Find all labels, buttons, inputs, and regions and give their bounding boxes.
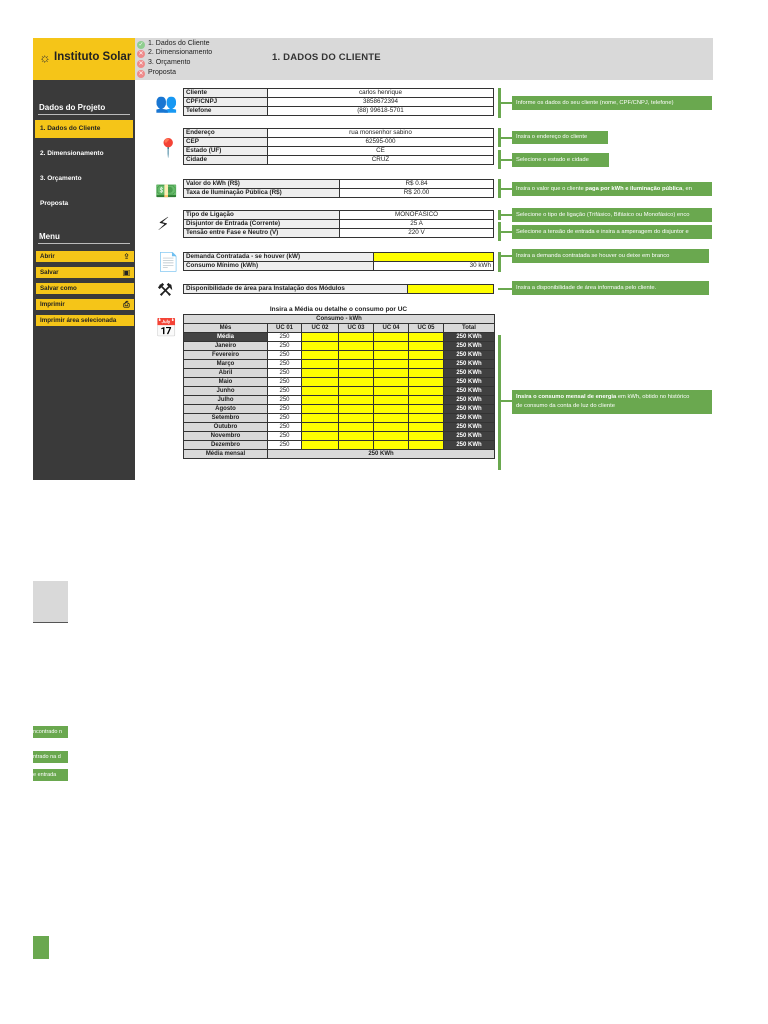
uc04-cell[interactable] [374, 432, 409, 441]
uc02-cell[interactable] [302, 360, 339, 369]
check-icon: ✓ [138, 42, 144, 48]
connection-type-label: Tipo de Ligação [184, 211, 340, 220]
address-field[interactable]: rua monsenhor sabino [268, 129, 494, 138]
uc04-cell[interactable] [374, 342, 409, 351]
hint-consumption: Insira o consumo mensal de energia em kWh, obtido no histórico de consumo da conta de luz do cliente [512, 390, 712, 414]
consumption-header: Consumo - kWh [184, 315, 495, 324]
uc04-cell[interactable] [374, 360, 409, 369]
kwh-price-label: Valor do kWh (R$) [184, 180, 340, 189]
hint-fragment: e entrada [33, 769, 68, 781]
header-bar [135, 38, 713, 80]
col-uc02: UC 02 [302, 324, 339, 333]
city-select[interactable]: CRUZ [268, 156, 494, 165]
uc05-cell[interactable] [409, 369, 444, 378]
voltage-label: Tensão entre Fase e Neutro (V) [184, 229, 340, 238]
uc05-cell[interactable] [409, 333, 444, 342]
save-icon: ▣ [122, 268, 131, 277]
table-row [184, 351, 495, 360]
uc03-cell[interactable] [339, 378, 374, 387]
month-cell: Setembro [184, 414, 268, 423]
uc01-cell[interactable]: 250 [268, 396, 302, 405]
uc05-cell[interactable] [409, 378, 444, 387]
month-cell: Abril [184, 369, 268, 378]
page-title: 1. DADOS DO CLIENTE [272, 52, 381, 63]
nav-orcamento[interactable]: 3. Orçamento [40, 175, 82, 182]
total-cell: 250 KWh [444, 405, 495, 414]
state-label: Estado (UF) [184, 147, 268, 156]
uc03-cell[interactable] [339, 369, 374, 378]
phone-field[interactable]: (88) 99618-5701 [268, 107, 494, 116]
people-icon: 👥 [155, 93, 178, 113]
uc02-cell[interactable] [302, 432, 339, 441]
hint-connection-voltage: Selecione a tensão de entrada e insira a amperagem do disjuntor e [512, 225, 712, 239]
uc03-cell[interactable] [339, 360, 374, 369]
uc04-cell[interactable] [374, 441, 409, 450]
month-cell: Março [184, 360, 268, 369]
area-field[interactable] [408, 285, 494, 294]
min-consumption-field[interactable]: 30 kWh [374, 262, 494, 271]
connection-form [183, 210, 494, 238]
uc05-cell[interactable] [409, 405, 444, 414]
table-row [184, 360, 495, 369]
step-dados-cliente[interactable]: ✓ 1. Dados do Cliente [138, 40, 210, 48]
total-cell: 250 KWh [444, 360, 495, 369]
sidebar [33, 80, 135, 480]
save-as-button[interactable]: Salvar como [36, 283, 134, 295]
client-name-field[interactable]: carlos henrique [268, 89, 494, 98]
bracket [498, 102, 512, 104]
uc02-cell[interactable] [302, 396, 339, 405]
table-row [184, 342, 495, 351]
phone-label: Telefone [184, 107, 268, 116]
demand-form [183, 252, 494, 271]
uc01-cell[interactable]: 250 [268, 387, 302, 396]
uc02-cell[interactable] [302, 405, 339, 414]
uc01-cell[interactable]: 250 [268, 432, 302, 441]
uc02-cell[interactable] [302, 369, 339, 378]
save-button[interactable]: Salvar ▣ [36, 267, 134, 279]
hint-state-city: Selecione o estado e cidade [512, 153, 609, 167]
kwh-price-field[interactable]: R$ 0.84 [340, 180, 494, 189]
consumption-table [183, 314, 495, 459]
uc03-cell[interactable] [339, 351, 374, 360]
hint-demand: Insira a demanda contratada se houver ou deixe em branco [512, 249, 709, 263]
divider [38, 114, 130, 115]
total-cell: 250 KWh [444, 333, 495, 342]
uc02-cell[interactable] [302, 351, 339, 360]
sun-icon: ☼ [39, 50, 51, 65]
uc03-cell[interactable] [339, 423, 374, 432]
connection-type-select[interactable]: MONOFÁSICO [340, 211, 494, 220]
hint-address: Insira o endereço do cliente [512, 131, 608, 144]
print-button[interactable]: Imprimir ⎙ [36, 299, 134, 311]
hint-tariff: Insira o valor que o cliente paga por kWh e iluminação pública, en [512, 182, 712, 196]
uc04-cell[interactable] [374, 423, 409, 432]
printer-icon: ⎙ [123, 300, 130, 309]
table-row [184, 414, 495, 423]
document-icon: 📄 [157, 252, 180, 272]
print-selection-button[interactable]: Imprimir área selecionada [36, 315, 134, 327]
calendar-energy-icon: 📅 [155, 318, 178, 338]
month-cell: Janeiro [184, 342, 268, 351]
total-cell: 250 KWh [444, 387, 495, 396]
uc04-cell[interactable] [374, 378, 409, 387]
hint-fragment: ntrado na d [33, 751, 68, 763]
uc04-cell[interactable] [374, 387, 409, 396]
tariff-form [183, 179, 494, 198]
bracket [498, 288, 512, 290]
month-cell: Junho [184, 387, 268, 396]
uc01-cell[interactable]: 250 [268, 423, 302, 432]
step-proposta[interactable]: ✕ Proposta [138, 69, 177, 77]
money-hand-icon: 💵 [155, 181, 178, 201]
hint-fragment: ncontrado n [33, 726, 68, 738]
hint-area: Insira a disponibilidade de área informada pelo cliente. [512, 281, 709, 295]
consumption-instruction: Insira a Média ou detalhe o consumo por UC [269, 306, 408, 313]
col-total: Total [444, 324, 495, 333]
month-cell: Agosto [184, 405, 268, 414]
hint-connection-type: Selecione o tipo de ligação (Trifásico, Bifásico ou Monofásico) enco [512, 208, 712, 222]
uc04-cell[interactable] [374, 369, 409, 378]
uc03-cell[interactable] [339, 414, 374, 423]
city-label: Cidade [184, 156, 268, 165]
bracket [498, 159, 512, 161]
solar-panel-icon: ⚒ [157, 280, 174, 300]
uc05-cell[interactable] [409, 387, 444, 396]
table-row [184, 369, 495, 378]
total-cell: 250 KWh [444, 414, 495, 423]
uc05-cell[interactable] [409, 423, 444, 432]
green-block [33, 936, 49, 959]
uc05-cell[interactable] [409, 396, 444, 405]
table-row [184, 423, 495, 432]
hint-client: Informe os dados do seu cliente (nome, CPF/CNPJ, telefone) [512, 96, 712, 110]
area-form [183, 284, 494, 294]
bracket [498, 214, 512, 216]
uc01-cell[interactable]: 250 [268, 378, 302, 387]
brand-name: Instituto Solar [54, 51, 132, 63]
menu-heading: Menu [39, 232, 60, 241]
uc02-cell[interactable] [302, 333, 339, 342]
table-row [184, 387, 495, 396]
uc04-cell[interactable] [374, 414, 409, 423]
table-row [184, 396, 495, 405]
area-label: Disponibilidade de área para Instalação dos Módulos [184, 285, 408, 294]
power-pole-icon: ⚡ [157, 214, 170, 234]
uc05-cell[interactable] [409, 351, 444, 360]
demand-field[interactable] [374, 253, 494, 262]
step-dimensionamento[interactable]: ✕ 2. Dimensionamento [138, 49, 213, 57]
uc05-cell[interactable] [409, 432, 444, 441]
brand-logo [33, 38, 135, 80]
uc03-cell[interactable] [339, 342, 374, 351]
total-cell: 250 KWh [444, 369, 495, 378]
month-cell: Novembro [184, 432, 268, 441]
uc05-cell[interactable] [409, 441, 444, 450]
bracket [498, 335, 501, 470]
breaker-label: Disjuntor de Entrada (Corrente) [184, 220, 340, 229]
open-icon: ⇪ [123, 252, 130, 261]
uc05-cell[interactable] [409, 342, 444, 351]
state-select[interactable]: CE [268, 147, 494, 156]
uc02-cell[interactable] [302, 423, 339, 432]
month-cell: Outubro [184, 423, 268, 432]
uc03-cell[interactable] [339, 441, 374, 450]
uc01-cell[interactable]: 250 [268, 333, 302, 342]
project-heading: Dados do Projeto [39, 103, 106, 112]
total-cell: 250 KWh [444, 441, 495, 450]
month-cell: Dezembro [184, 441, 268, 450]
cross-icon: ✕ [138, 61, 144, 67]
uc02-cell[interactable] [302, 342, 339, 351]
cross-icon: ✕ [138, 51, 144, 57]
uc05-cell[interactable] [409, 414, 444, 423]
month-cell: Julho [184, 396, 268, 405]
uc03-cell[interactable] [339, 387, 374, 396]
nav-proposta[interactable]: Proposta [40, 200, 69, 207]
uc01-cell[interactable]: 250 [268, 351, 302, 360]
table-row [184, 432, 495, 441]
cpf-label: CPF/CNPJ [184, 98, 268, 107]
bracket [498, 255, 512, 257]
cpf-field[interactable]: 3858672394 [268, 98, 494, 107]
total-cell: 250 KWh [444, 423, 495, 432]
total-cell: 250 KWh [444, 432, 495, 441]
uc02-cell[interactable] [302, 387, 339, 396]
uc01-cell[interactable]: 250 [268, 360, 302, 369]
uc03-cell[interactable] [339, 432, 374, 441]
cep-field[interactable]: 62595-000 [268, 138, 494, 147]
uc02-cell[interactable] [302, 378, 339, 387]
table-row [184, 441, 495, 450]
footer-label: Média mensal [184, 450, 268, 459]
uc01-cell[interactable]: 250 [268, 369, 302, 378]
open-button[interactable]: Abrir ⇪ [36, 251, 134, 263]
client-name-label: Cliente [184, 89, 268, 98]
col-uc04: UC 04 [374, 324, 409, 333]
bracket [498, 137, 512, 139]
footer-value: 250 KWh [268, 450, 495, 459]
bracket [498, 231, 512, 233]
uc04-cell[interactable] [374, 396, 409, 405]
col-uc03: UC 03 [339, 324, 374, 333]
uc01-cell[interactable]: 250 [268, 405, 302, 414]
uc05-cell[interactable] [409, 360, 444, 369]
client-form [183, 88, 494, 116]
gray-block [33, 581, 68, 623]
total-cell: 250 KWh [444, 378, 495, 387]
lighting-fee-label: Taxa de Iluminação Pública (R$) [184, 189, 340, 198]
demand-label: Demanda Contratada - se houver (kW) [184, 253, 374, 262]
bracket [498, 188, 512, 190]
month-cell: Média [184, 333, 268, 342]
col-uc05: UC 05 [409, 324, 444, 333]
uc01-cell[interactable]: 250 [268, 342, 302, 351]
uc03-cell[interactable] [339, 405, 374, 414]
table-row [184, 405, 495, 414]
total-cell: 250 KWh [444, 342, 495, 351]
uc04-cell[interactable] [374, 333, 409, 342]
month-cell: Fevereiro [184, 351, 268, 360]
uc04-cell[interactable] [374, 351, 409, 360]
uc02-cell[interactable] [302, 441, 339, 450]
month-cell: Maio [184, 378, 268, 387]
divider [38, 243, 130, 244]
location-pin-icon: 📍 [157, 138, 180, 158]
uc01-cell[interactable]: 250 [268, 414, 302, 423]
total-cell: 250 KWh [444, 351, 495, 360]
lighting-fee-field[interactable]: R$ 20.00 [340, 189, 494, 198]
cross-icon: ✕ [138, 71, 144, 77]
step-orcamento[interactable]: ✕ 3. Orçamento [138, 59, 191, 67]
address-form [183, 128, 494, 165]
table-row [184, 333, 495, 342]
cep-label: CEP [184, 138, 268, 147]
col-uc01: UC 01 [268, 324, 302, 333]
address-label: Endereço [184, 129, 268, 138]
breaker-field[interactable]: 25 A [340, 220, 494, 229]
bracket [498, 400, 512, 402]
voltage-select[interactable]: 220 V [340, 229, 494, 238]
nav-dimensionamento[interactable]: 2. Dimensionamento [40, 150, 104, 157]
col-month: Mês [184, 324, 268, 333]
uc04-cell[interactable] [374, 405, 409, 414]
uc02-cell[interactable] [302, 414, 339, 423]
table-row [184, 378, 495, 387]
total-cell: 250 KWh [444, 396, 495, 405]
min-consumption-label: Consumo Mínimo (kWh) [184, 262, 374, 271]
uc03-cell[interactable] [339, 333, 374, 342]
uc01-cell[interactable]: 250 [268, 441, 302, 450]
uc03-cell[interactable] [339, 396, 374, 405]
nav-dados-cliente[interactable]: 1. Dados do Cliente [35, 120, 133, 138]
